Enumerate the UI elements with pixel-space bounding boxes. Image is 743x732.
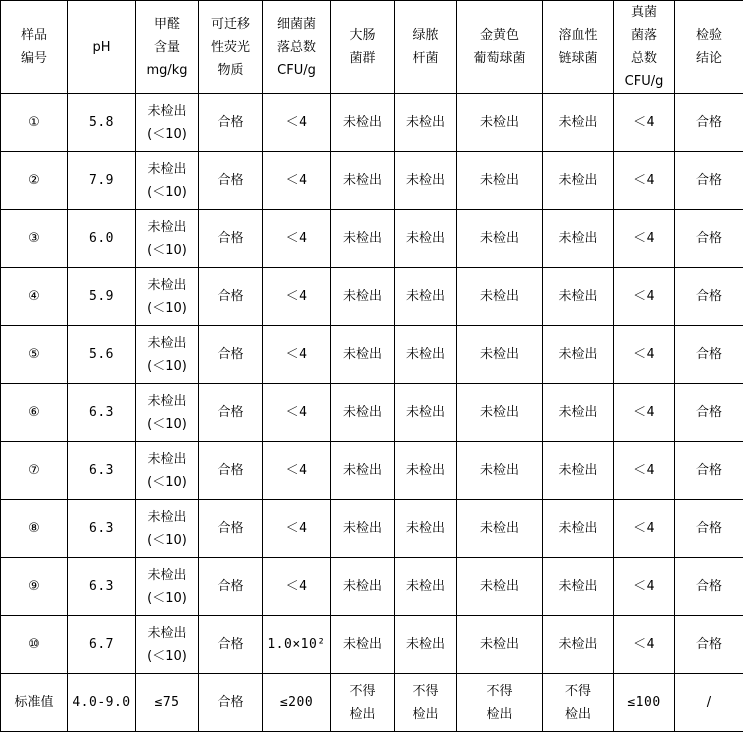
- cell-line: 杆菌: [395, 47, 456, 70]
- cell-coliform: 未检出: [331, 558, 395, 616]
- cell-line: 可迁移: [199, 13, 262, 36]
- standard-ph: 4.0-9.0: [68, 674, 136, 732]
- cell-staph: 未检出: [457, 210, 543, 268]
- cell-coliform: 未检出: [331, 326, 395, 384]
- cell-line: 细菌菌: [263, 13, 330, 36]
- standard-row: [1, 674, 743, 732]
- cell-line: 未检出: [136, 506, 198, 529]
- table-row: [1, 210, 743, 268]
- cell-conclusion: 合格: [675, 94, 743, 152]
- cell-coliform: 未检出: [331, 442, 395, 500]
- table-row: [1, 384, 743, 442]
- cell-staph: 未检出: [457, 558, 543, 616]
- cell-staph: 未检出: [457, 616, 543, 674]
- cell-fluorescent: 合格: [199, 558, 263, 616]
- cell-line: (＜10): [136, 587, 198, 610]
- cell-fluorescent: 合格: [199, 616, 263, 674]
- cell-line: 未检出: [136, 158, 198, 181]
- cell-line: 不得: [331, 680, 394, 703]
- cell-conclusion: 合格: [675, 268, 743, 326]
- cell-id: ⑦: [1, 442, 68, 500]
- cell-ph: 6.7: [68, 616, 136, 674]
- standard-formaldehyde: ≤75: [136, 674, 199, 732]
- cell-line: (＜10): [136, 297, 198, 320]
- cell-ph: 6.3: [68, 500, 136, 558]
- cell-formaldehyde: [136, 500, 199, 558]
- header-fungi-count: [614, 1, 675, 94]
- cell-line: 检出: [457, 703, 542, 726]
- cell-line: 检出: [543, 703, 613, 726]
- cell-bacteria: ＜4: [263, 500, 331, 558]
- cell-fungi: ＜4: [614, 442, 675, 500]
- cell-id: ①: [1, 94, 68, 152]
- cell-strep: 未检出: [543, 442, 614, 500]
- cell-pseudomonas: 未检出: [395, 326, 457, 384]
- cell-line: 含量: [136, 36, 198, 59]
- cell-bacteria: ＜4: [263, 442, 331, 500]
- cell-line: mg/kg: [136, 59, 198, 82]
- cell-line: 物质: [199, 59, 262, 82]
- table-body: [1, 1, 743, 732]
- cell-line: (＜10): [136, 355, 198, 378]
- header-pseudomonas: [395, 1, 457, 94]
- header-coliform: [331, 1, 395, 94]
- cell-staph: 未检出: [457, 500, 543, 558]
- cell-strep: 未检出: [543, 558, 614, 616]
- cell-line: 总数: [614, 47, 674, 70]
- table-row: [1, 558, 743, 616]
- cell-fluorescent: 合格: [199, 500, 263, 558]
- cell-staph: 未检出: [457, 384, 543, 442]
- cell-line: (＜10): [136, 123, 198, 146]
- standard-fluorescent: 合格: [199, 674, 263, 732]
- cell-line: 不得: [543, 680, 613, 703]
- cell-line: 样品: [1, 24, 67, 47]
- cell-bacteria: ＜4: [263, 210, 331, 268]
- standard-conclusion: /: [675, 674, 743, 732]
- cell-staph: 未检出: [457, 94, 543, 152]
- cell-conclusion: 合格: [675, 558, 743, 616]
- standard-coliform: [331, 674, 395, 732]
- cell-line: (＜10): [136, 471, 198, 494]
- cell-fluorescent: 合格: [199, 268, 263, 326]
- cell-conclusion: 合格: [675, 500, 743, 558]
- cell-strep: 未检出: [543, 616, 614, 674]
- cell-formaldehyde: [136, 94, 199, 152]
- cell-strep: 未检出: [543, 500, 614, 558]
- cell-ph: 5.9: [68, 268, 136, 326]
- cell-id: ⑩: [1, 616, 68, 674]
- cell-id: ⑧: [1, 500, 68, 558]
- cell-line: 溶血性: [543, 24, 613, 47]
- header-formaldehyde: [136, 1, 199, 94]
- cell-line: 未检出: [136, 216, 198, 239]
- cell-line: 编号: [1, 47, 67, 70]
- cell-line: 检出: [331, 703, 394, 726]
- header-row: [1, 1, 743, 94]
- cell-line: 性荧光: [199, 36, 262, 59]
- cell-id: ④: [1, 268, 68, 326]
- standard-fungi: ≤100: [614, 674, 675, 732]
- cell-bacteria: ＜4: [263, 268, 331, 326]
- cell-id: ⑤: [1, 326, 68, 384]
- cell-coliform: 未检出: [331, 500, 395, 558]
- cell-line: 不得: [395, 680, 456, 703]
- cell-fluorescent: 合格: [199, 384, 263, 442]
- standard-staph: [457, 674, 543, 732]
- cell-ph: 6.3: [68, 558, 136, 616]
- standard-pseudomonas: [395, 674, 457, 732]
- cell-coliform: 未检出: [331, 384, 395, 442]
- cell-line: (＜10): [136, 645, 198, 668]
- cell-pseudomonas: 未检出: [395, 442, 457, 500]
- cell-pseudomonas: 未检出: [395, 384, 457, 442]
- header-sample-id: [1, 1, 68, 94]
- cell-formaldehyde: [136, 442, 199, 500]
- cell-line: 甲醛: [136, 13, 198, 36]
- cell-strep: 未检出: [543, 384, 614, 442]
- header-staph-aureus: [457, 1, 543, 94]
- cell-pseudomonas: 未检出: [395, 94, 457, 152]
- cell-line: 未检出: [136, 448, 198, 471]
- cell-line: (＜10): [136, 413, 198, 436]
- standard-label: 标准值: [1, 674, 68, 732]
- cell-formaldehyde: [136, 384, 199, 442]
- table-row: [1, 94, 743, 152]
- standard-bacteria: ≤200: [263, 674, 331, 732]
- cell-line: 链球菌: [543, 47, 613, 70]
- cell-formaldehyde: [136, 558, 199, 616]
- cell-line: (＜10): [136, 239, 198, 262]
- cell-pseudomonas: 未检出: [395, 500, 457, 558]
- cell-conclusion: 合格: [675, 152, 743, 210]
- cell-ph: 7.9: [68, 152, 136, 210]
- cell-staph: 未检出: [457, 268, 543, 326]
- header-conclusion: [675, 1, 743, 94]
- cell-line: pH: [68, 36, 135, 59]
- table-row: [1, 500, 743, 558]
- cell-line: (＜10): [136, 529, 198, 552]
- cell-pseudomonas: 未检出: [395, 616, 457, 674]
- cell-fungi: ＜4: [614, 268, 675, 326]
- cell-line: 大肠: [331, 24, 394, 47]
- cell-conclusion: 合格: [675, 616, 743, 674]
- cell-line: CFU/g: [614, 70, 674, 93]
- cell-line: 绿脓: [395, 24, 456, 47]
- cell-ph: 6.0: [68, 210, 136, 268]
- standard-strep: [543, 674, 614, 732]
- cell-bacteria: ＜4: [263, 326, 331, 384]
- cell-line: 检验: [675, 24, 743, 47]
- cell-line: 检出: [395, 703, 456, 726]
- cell-line: 葡萄球菌: [457, 47, 542, 70]
- cell-pseudomonas: 未检出: [395, 268, 457, 326]
- cell-conclusion: 合格: [675, 442, 743, 500]
- cell-fungi: ＜4: [614, 94, 675, 152]
- cell-fluorescent: 合格: [199, 326, 263, 384]
- cell-bacteria: ＜4: [263, 94, 331, 152]
- cell-pseudomonas: 未检出: [395, 152, 457, 210]
- cell-formaldehyde: [136, 152, 199, 210]
- cell-line: 未检出: [136, 274, 198, 297]
- cell-coliform: 未检出: [331, 94, 395, 152]
- table-row: [1, 268, 743, 326]
- cell-coliform: 未检出: [331, 210, 395, 268]
- cell-ph: 6.3: [68, 384, 136, 442]
- cell-conclusion: 合格: [675, 384, 743, 442]
- cell-line: 真菌: [614, 1, 674, 24]
- cell-ph: 5.8: [68, 94, 136, 152]
- cell-strep: 未检出: [543, 210, 614, 268]
- cell-id: ③: [1, 210, 68, 268]
- cell-staph: 未检出: [457, 326, 543, 384]
- cell-line: CFU/g: [263, 59, 330, 82]
- cell-line: 菌群: [331, 47, 394, 70]
- cell-fungi: ＜4: [614, 616, 675, 674]
- header-hemolytic-strep: [543, 1, 614, 94]
- cell-fluorescent: 合格: [199, 94, 263, 152]
- cell-coliform: 未检出: [331, 616, 395, 674]
- cell-formaldehyde: [136, 616, 199, 674]
- cell-fluorescent: 合格: [199, 152, 263, 210]
- cell-line: 结论: [675, 47, 743, 70]
- cell-line: 未检出: [136, 332, 198, 355]
- cell-fungi: ＜4: [614, 558, 675, 616]
- cell-fungi: ＜4: [614, 500, 675, 558]
- cell-id: ⑥: [1, 384, 68, 442]
- cell-line: 未检出: [136, 564, 198, 587]
- cell-line: 未检出: [136, 390, 198, 413]
- cell-fungi: ＜4: [614, 326, 675, 384]
- cell-bacteria: ＜4: [263, 384, 331, 442]
- cell-strep: 未检出: [543, 152, 614, 210]
- cell-line: 金黄色: [457, 24, 542, 47]
- cell-formaldehyde: [136, 268, 199, 326]
- cell-line: 未检出: [136, 100, 198, 123]
- cell-conclusion: 合格: [675, 326, 743, 384]
- table-row: [1, 152, 743, 210]
- cell-conclusion: 合格: [675, 210, 743, 268]
- cell-ph: 5.6: [68, 326, 136, 384]
- table-row: [1, 326, 743, 384]
- cell-formaldehyde: [136, 326, 199, 384]
- cell-strep: 未检出: [543, 94, 614, 152]
- cell-pseudomonas: 未检出: [395, 210, 457, 268]
- cell-line: 落总数: [263, 36, 330, 59]
- cell-formaldehyde: [136, 210, 199, 268]
- cell-bacteria: ＜4: [263, 558, 331, 616]
- cell-staph: 未检出: [457, 152, 543, 210]
- cell-coliform: 未检出: [331, 152, 395, 210]
- cell-line: 菌落: [614, 24, 674, 47]
- cell-bacteria: 1.0×10²: [263, 616, 331, 674]
- header-ph: [68, 1, 136, 94]
- cell-strep: 未检出: [543, 268, 614, 326]
- cell-coliform: 未检出: [331, 268, 395, 326]
- cell-line: 不得: [457, 680, 542, 703]
- cell-line: 未检出: [136, 622, 198, 645]
- header-bacteria-count: [263, 1, 331, 94]
- cell-line: (＜10): [136, 181, 198, 204]
- cell-staph: 未检出: [457, 442, 543, 500]
- cell-ph: 6.3: [68, 442, 136, 500]
- cell-bacteria: ＜4: [263, 152, 331, 210]
- cell-fungi: ＜4: [614, 384, 675, 442]
- cell-fungi: ＜4: [614, 152, 675, 210]
- cell-fluorescent: 合格: [199, 442, 263, 500]
- cell-strep: 未检出: [543, 326, 614, 384]
- table-row: [1, 442, 743, 500]
- cell-fungi: ＜4: [614, 210, 675, 268]
- cell-pseudomonas: 未检出: [395, 558, 457, 616]
- header-fluorescent: [199, 1, 263, 94]
- table-row: [1, 616, 743, 674]
- cell-id: ⑨: [1, 558, 68, 616]
- cell-fluorescent: 合格: [199, 210, 263, 268]
- cell-id: ②: [1, 152, 68, 210]
